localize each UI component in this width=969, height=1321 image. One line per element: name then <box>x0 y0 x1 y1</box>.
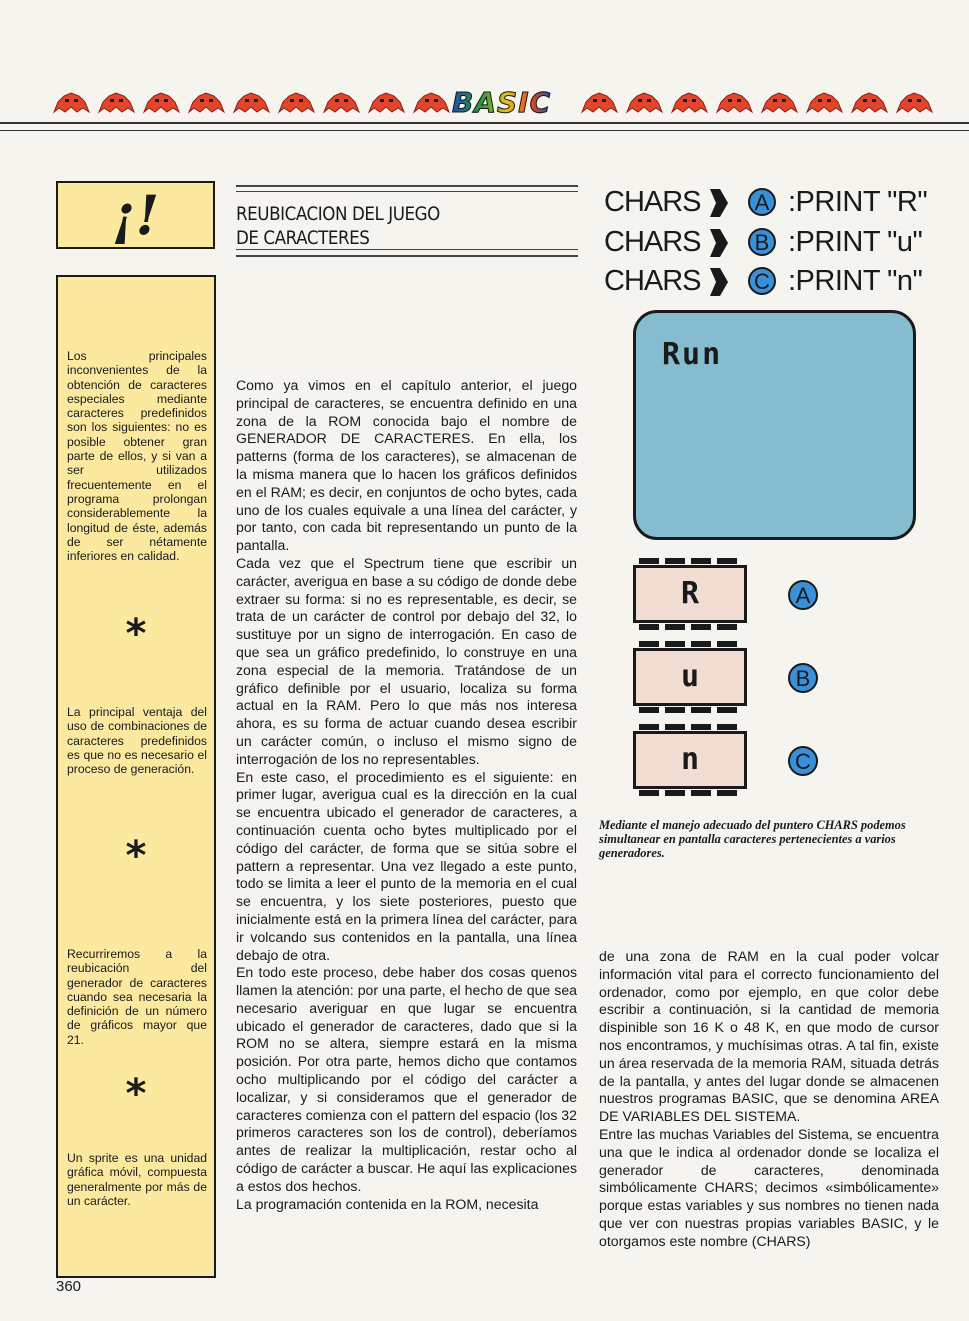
article-title <box>236 202 440 250</box>
sidebar-heading: ¡! <box>111 183 160 247</box>
paragraph: de una zona de RAM en la cual poder volcar información vital para el correcto funcionamiento del ordenador, como por ejemplo, en que color debe escribir a continuación, si la cantidad de memoria dispinible son 16 K o 48 K, en que modo de cursor nos encontramos, y muchísimas otras. A tal fin, existe un área reservada de la memoria RAM, situada detrás de la pantalla, y antes del lugar donde se almacenen nuestros programas BASIC, que se denomina AREA DE VARIABLES DEL SISTEMA. <box>599 948 939 1125</box>
invader-border-left <box>50 88 453 118</box>
marker-circle: A <box>748 188 776 216</box>
sidebar-note-4: Un sprite es una unidad gráfica móvil, compuesta generalmente por más de un carácter. <box>67 1151 207 1208</box>
article-column-2 <box>599 948 939 1251</box>
chars-label: CHARS <box>604 226 701 258</box>
sidebar-separator: * <box>125 833 147 879</box>
print-command: :PRINT "u" <box>788 226 923 258</box>
invader-icon <box>50 88 93 114</box>
article-column-1 <box>236 377 577 1213</box>
pointer-arrow-icon <box>710 189 728 217</box>
pointer-arrow-icon <box>710 268 728 296</box>
chip-char: n <box>680 742 700 777</box>
article-title-line-1: REUBICACION DEL JUEGO <box>236 203 440 225</box>
screen-text: Run <box>662 337 723 372</box>
tv-screen <box>633 310 916 540</box>
chip-char: R <box>680 576 700 611</box>
invader-icon <box>140 88 183 114</box>
invader-icon <box>365 88 408 114</box>
article-title-block <box>236 185 578 259</box>
chars-label: CHARS <box>604 265 701 297</box>
chars-label: CHARS <box>604 186 701 218</box>
marker-circle: C <box>748 267 776 295</box>
invader-icon <box>713 88 756 114</box>
invader-border-right <box>578 88 936 118</box>
invader-icon <box>95 88 138 114</box>
paragraph: Entre las muchas Variables del Sistema, se encuentra una que le indica al ordenador donde se localiza el generador de caracteres, denominada simbólicamente CHARS; decimos «simbólicamente» porque estas variables y sus nombres no tienen nada que ver con nuestras propias variables BASIC, y le otorgamos este nombre (CHARS) <box>599 1125 939 1249</box>
invader-icon <box>668 88 711 114</box>
invader-icon <box>758 88 801 114</box>
chip-marker: A <box>788 580 818 610</box>
basic-logo: BASIC <box>452 86 552 119</box>
sidebar-note-1: Los principales inconvenientes de la obtención de caracteres especiales mediante caracteres predefinidos son los siguientes: no es posible obtener gran parte de ellos, y si van a ser utilizados frecuentemente en el programa prolongan considerablemente la longitud de éste, además de ser nétamente inferiores en calidad. <box>67 349 207 564</box>
sidebar-separator: * <box>125 1071 147 1117</box>
paragraph: Cada vez que el Spectrum tiene que escribir un carácter, averigua en base a su código de donde debe extraer su forma: si no es representable, es decir, se trata de un carácter de control por debajo del 32, lo sustituye por un signo de interrogación. En caso de que sea un gráfico predefinido, lo construye en una zona especial de la memoria. Tratándose de un gráfico definible por el usuario, localiza su forma actual en la RAM. Pero lo que más nos interesa ahora, es su forma de actuar cuando desea escribir un carácter común, o incluso el mismo signo de interrogación de los no representables. <box>236 554 577 767</box>
print-command: :PRINT "n" <box>788 265 923 297</box>
char-generator-chip-c <box>633 731 747 789</box>
page-number: 360 <box>56 1278 82 1295</box>
marker-circle: B <box>748 228 776 256</box>
header-rule-top <box>0 122 969 124</box>
sidebar-heading-box <box>56 181 215 249</box>
invader-icon <box>803 88 846 114</box>
invader-icon <box>578 88 621 114</box>
sidebar-note-3: Recurriremos a la reubicación del generador de caracteres cuando sea necesaria la definición de un número de gráficos mayor que 21. <box>67 947 207 1047</box>
invader-icon <box>275 88 318 114</box>
page-header <box>0 82 969 142</box>
chip-marker: B <box>788 663 818 693</box>
chars-row-a <box>604 186 944 222</box>
chip-char: u <box>680 659 700 694</box>
invader-icon <box>410 88 453 114</box>
pointer-arrow-icon <box>710 229 728 257</box>
invader-icon <box>320 88 363 114</box>
char-generator-chip-a <box>633 565 747 623</box>
header-rule-bottom <box>0 130 969 131</box>
paragraph: La programación contenida en la ROM, necesita <box>236 1195 539 1212</box>
invader-icon <box>848 88 891 114</box>
print-command: :PRINT "R" <box>788 186 928 218</box>
invader-icon <box>230 88 273 114</box>
invader-icon <box>623 88 666 114</box>
article-title-line-2: DE CARACTERES <box>236 227 370 249</box>
invader-icon <box>893 88 936 114</box>
sidebar-separator: * <box>125 611 147 657</box>
paragraph: Como ya vimos en el capítulo anterior, el juego principal de caracteres, se encuentra definido en una zona de la ROM conocida bajo el nombre de GENERADOR DE CARACTERES. En ella, los patterns (forma de los caracteres), se almacenan de la misma manera que lo hacen los gráficos definidos en el RAM; es decir, en conjuntos de ocho bytes, cada uno de los cuales equivale a una línea del carácter, y por tanto, con cada bit representando un punto de la pantalla. <box>236 377 577 554</box>
sidebar-notes <box>56 275 216 1278</box>
sidebar-note-2: La principal ventaja del uso de combinaciones de caracteres predefinidos es que no es necesario el proceso de generación. <box>67 705 207 777</box>
char-generator-chip-b <box>633 648 747 706</box>
figure-caption: Mediante el manejo adecuado del puntero CHARS podemos simultanear en pantalla caracteres pertenecientes a varios generadores. <box>599 818 906 860</box>
chip-marker: C <box>788 746 818 776</box>
paragraph: En todo este proceso, debe haber dos cosas quenos llamen la atención: por una parte, el hecho de que sea necesario averiguar en que lugar se encuentra ubicado el generador de caracteres, dado que si la ROM no se altera, siempre estará en la misma posición. Por otra parte, hemos dicho que contamos ocho multiplicando por el código del carácter a localizar, y si consideramos que el generador de caracteres comienza con el pattern del espacio (los 32 primeros caracteres son los de control), deberíamos antes de realizar la multiplicación, restar ocho al código de carácter a buscar. He aquí las explicaciones a estos dos hechos. <box>236 964 577 1194</box>
chars-row-b <box>604 226 944 262</box>
invader-icon <box>185 88 228 114</box>
chars-row-c <box>604 265 944 301</box>
paragraph: En este caso, el procedimiento es el siguiente: en primer lugar, averigua cual es la dirección en la cual se encuentra ubicado el generador de caracteres, a continuación cuenta ocho bytes multiplicado por el código del carácter, de forma que se sitúa sobre el pattern a representar. Una vez llegado a este punto, todo se limita a leer el punto de la memoria en el cual se encuentra, y los siete posteriores, puesto que inicialmente está en la primera línea del carácter, para ir volcando sus contenidos en la pantalla, una línea debajo de otra. <box>236 768 577 963</box>
